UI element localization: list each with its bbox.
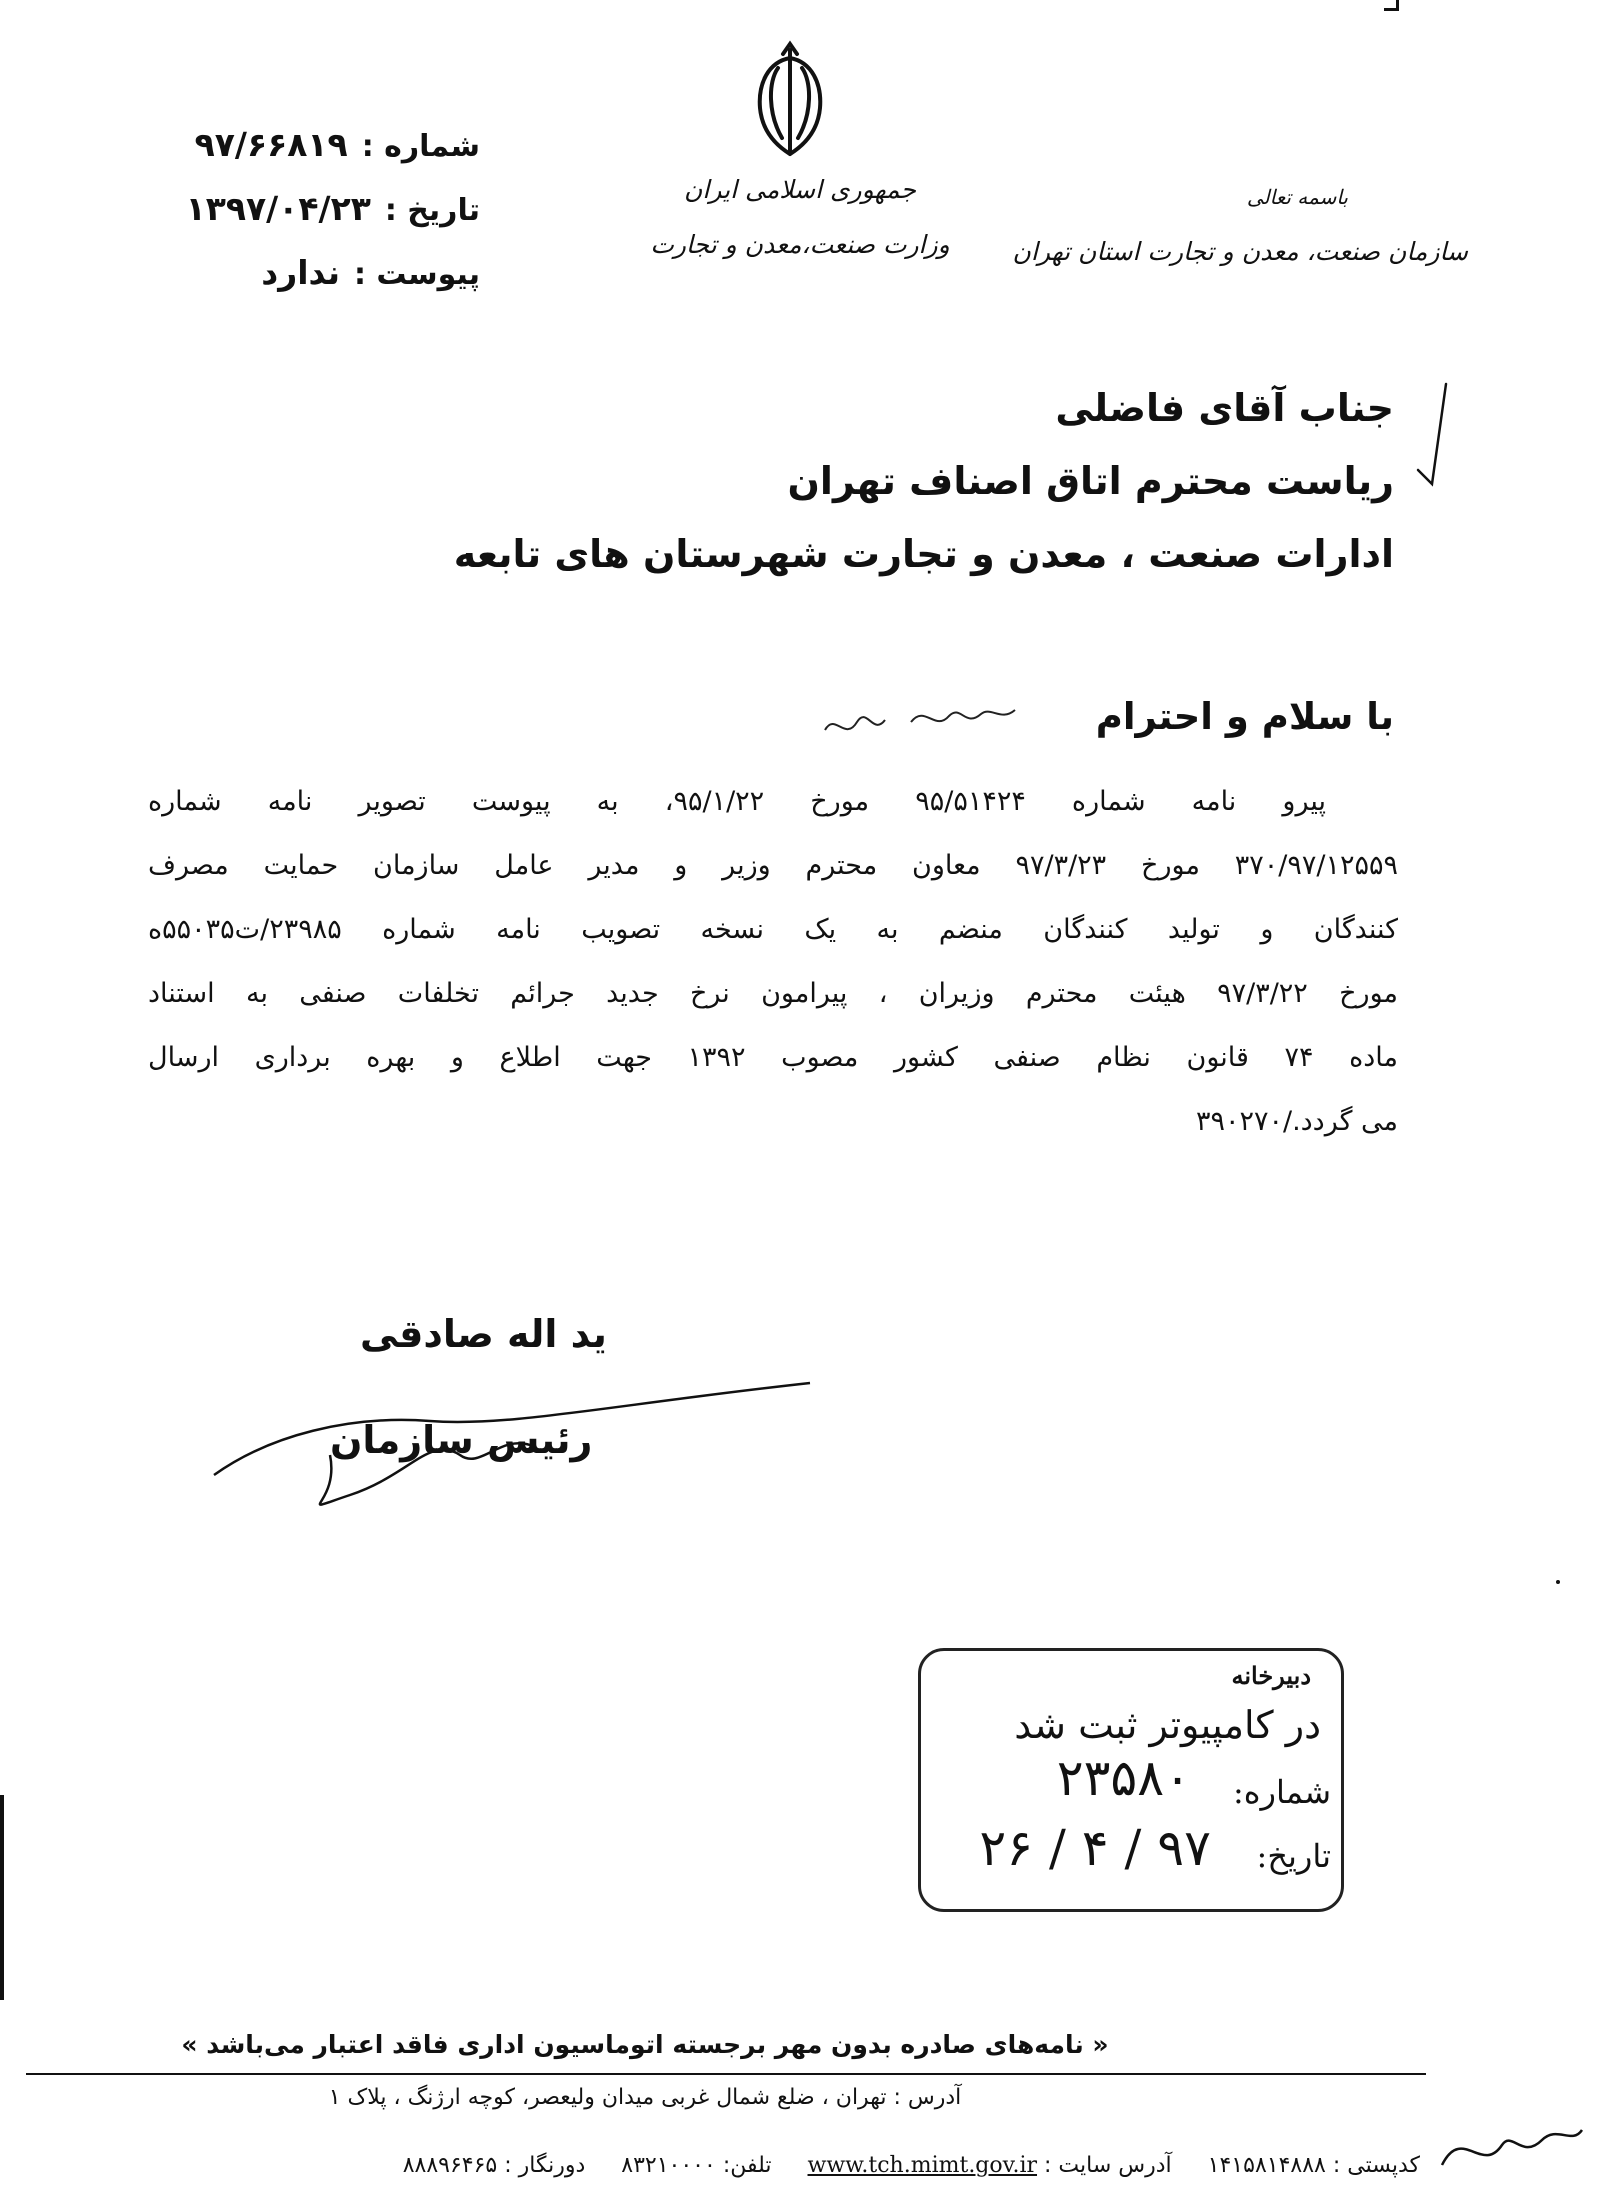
reference-number-label: شماره :	[361, 129, 480, 164]
postal-code-value: ۱۴۱۵۸۱۴۸۸۸	[1207, 2153, 1326, 2178]
letter-body	[148, 770, 1398, 1154]
phone-value: ۸۳۲۱۰۰۰۰	[621, 2153, 716, 2178]
addressee-line: ادارات صنعت ، معدن و تجارت شهرستان های تابعه	[453, 532, 1394, 576]
reference-attachment-label: پیوست :	[353, 257, 480, 292]
corner-mark	[1384, 0, 1399, 11]
fax-value: ۸۸۸۹۶۴۶۵	[402, 2153, 498, 2178]
signer-name: ید اله صادقی	[360, 1312, 607, 1356]
footer-contact	[403, 2153, 1420, 2178]
body-line: ۳۷۰/۹۷/۱۲۵۵۹ مورخ ۹۷/۳/۲۳ معاون محترم وزیر و مدیر عامل سازمان حمایت مصرف	[148, 850, 1398, 881]
header-center	[640, 175, 960, 259]
stamp-status: در کامپیوتر ثبت شد	[1014, 1703, 1321, 1747]
reference-date-row	[140, 189, 480, 253]
greeting: با سلام و احترام	[1095, 695, 1394, 738]
body-line: ماده ۷۴ قانون نظام صنفی کشور مصوب ۱۳۹۲ جهت اطلاع و بهره برداری ارسال	[148, 1042, 1398, 1073]
signer-title: رئیس سازمان	[330, 1418, 593, 1462]
organization-title: سازمان صنعت، معدن و تجارت استان تهران	[1012, 237, 1468, 266]
body-line: کنندگان و تولید کنندگان منضم به یک نسخه تصویب نامه شماره ۲۳۹۸۵/ت۵۵۰۳۵ه	[148, 914, 1398, 945]
reference-attachment-row	[140, 253, 480, 317]
stamp-date-label: تاریخ:	[1256, 1837, 1331, 1875]
website-label: آدرس سایت :	[1044, 2153, 1172, 2178]
body-line: پیرو نامه شماره ۹۵/۵۱۴۲۴ مورخ ۹۵/۱/۲۲، به پیوست تصویر نامه شماره	[148, 786, 1327, 817]
stamp-heading: دبیرخانه	[1231, 1661, 1311, 1690]
reference-block	[140, 125, 480, 317]
body-line: مورخ ۹۷/۳/۲۲ هیئت محترم وزیران ، پیرامون نرخ جدید جرائم تخلفات صنفی به استناد	[148, 978, 1398, 1009]
stamp-number-value: ۲۳۵۸۰	[1056, 1749, 1191, 1807]
addressee-line: ریاست محترم اتاق اصناف تهران	[787, 459, 1394, 503]
fax-label: دورنگار :	[504, 2153, 586, 2178]
scan-dot	[1556, 1580, 1560, 1584]
stamp-date-value: ۹۷ / ۴ / ۲۶	[979, 1819, 1211, 1877]
website-link[interactable]: www.tch.mimt.gov.ir	[807, 2153, 1038, 2178]
body-line: می گردد./۳۹۰۲۷۰	[1195, 1106, 1398, 1137]
addressee-block	[344, 378, 1394, 597]
reference-date-label: تاریخ :	[384, 193, 480, 228]
postal-code-label: کدپستی :	[1332, 2153, 1420, 2178]
check-mark-icon	[1410, 380, 1450, 510]
stamp-number-label: شماره:	[1232, 1773, 1331, 1811]
reference-number-row	[140, 125, 480, 189]
basmala: باسمه تعالی	[1246, 185, 1348, 209]
addressee-line: جناب آقای فاضلی	[1055, 386, 1394, 430]
handwritten-note	[815, 692, 1025, 752]
scan-edge-mark	[0, 1795, 4, 2000]
reference-date-value: ۱۳۹۷/۰۴/۲۳	[185, 189, 371, 228]
phone-label: تلفن:	[722, 2153, 772, 2178]
footer-initials-signature	[1432, 2105, 1592, 2185]
reference-attachment-value: ندارد	[261, 253, 340, 292]
validity-notice: « نامه‌های صادره بدون مهر برجسته اتوماسیون اداری فاقد اعتبار می‌باشد »	[181, 2030, 1109, 2059]
ministry-title: وزارت صنعت،معدن و تجارت	[650, 230, 950, 259]
footer-address: آدرس : تهران ، ضلع شمال غربی میدان ولیعصر، کوچه ارژنگ ، پلاک ۱	[328, 2085, 962, 2110]
iran-emblem-icon	[742, 38, 838, 166]
reference-number-value: ۹۷/۶۶۸۱۹	[194, 125, 348, 164]
republic-title: جمهوری اسلامی ایران	[684, 175, 916, 204]
registration-stamp	[918, 1648, 1344, 1912]
header-right	[1008, 185, 1468, 266]
footer-divider	[26, 2073, 1426, 2075]
